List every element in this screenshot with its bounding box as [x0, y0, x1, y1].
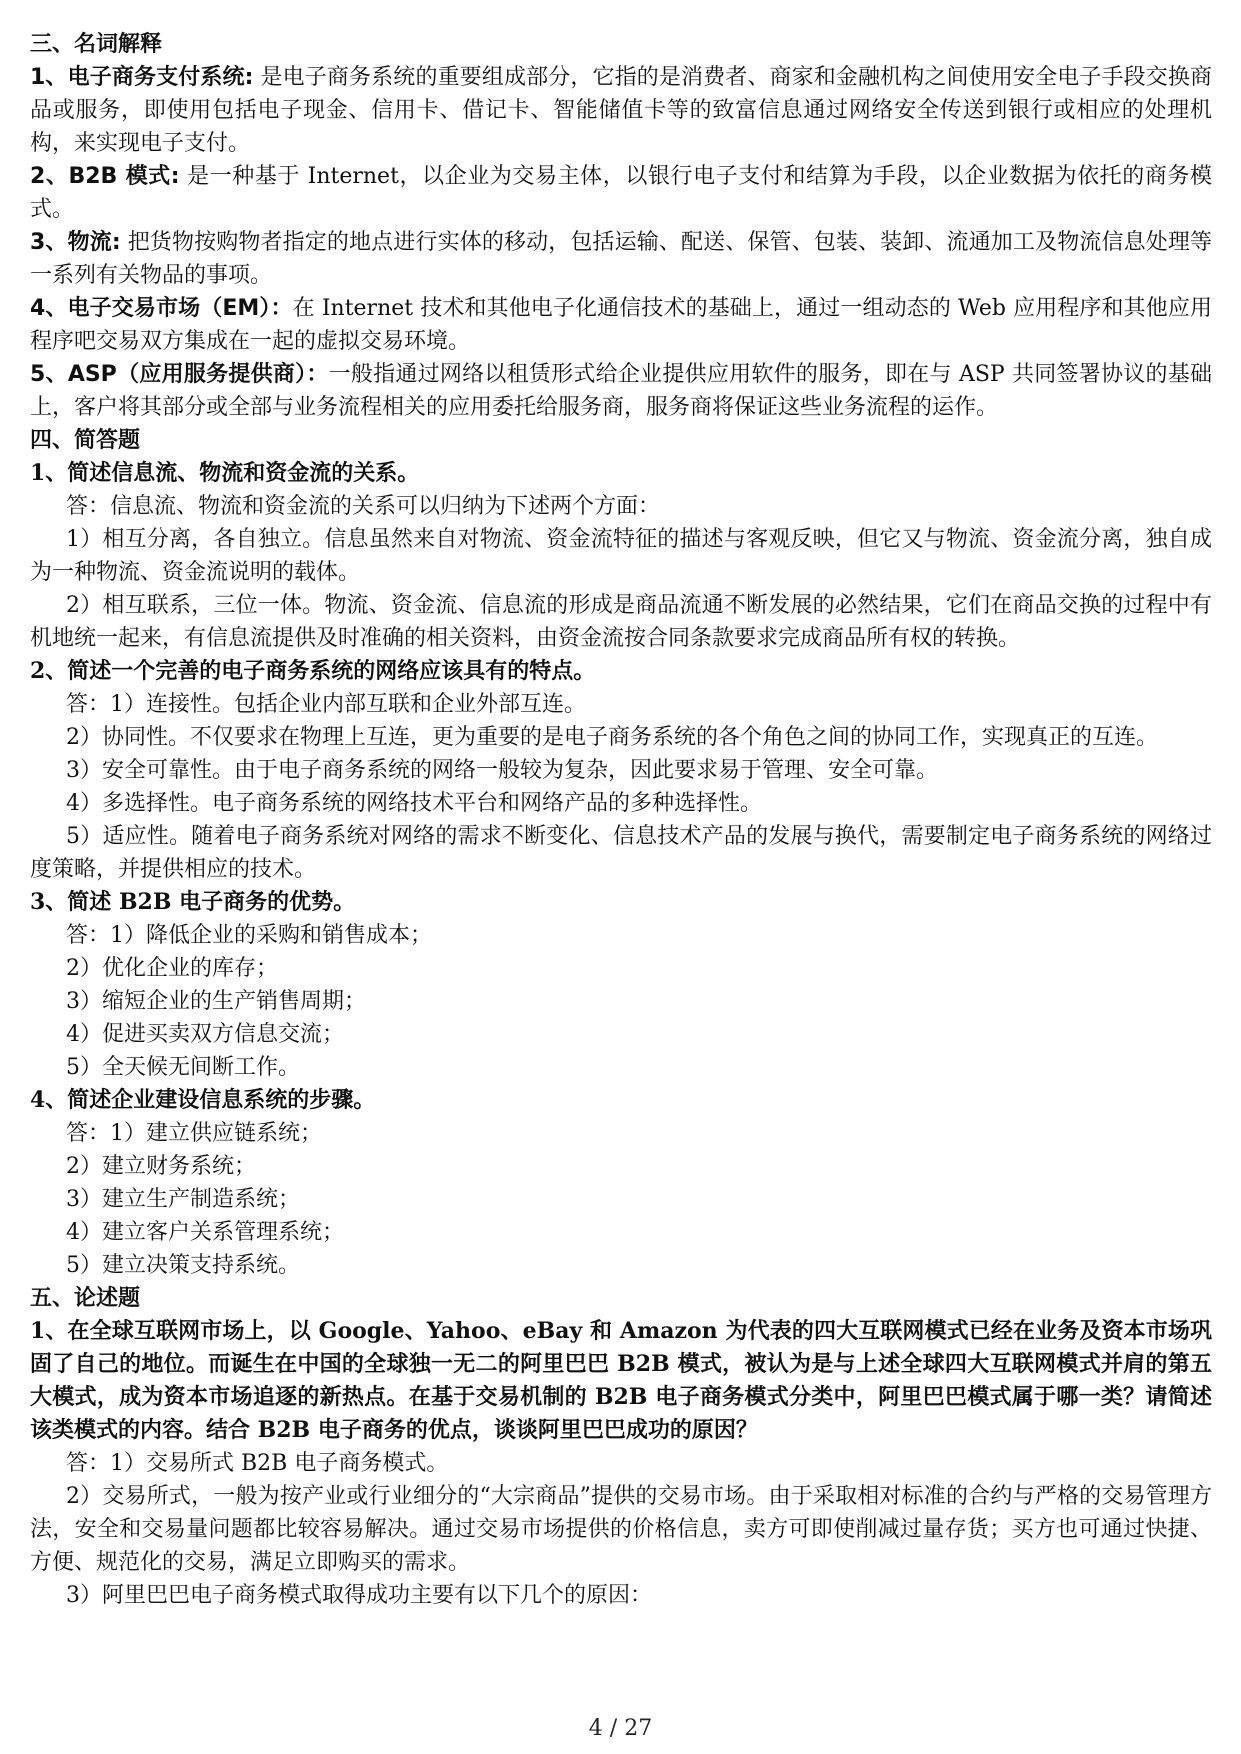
answer-line: 答：1）交易所式 B2B 电子商务模式。: [66, 1451, 449, 1476]
definition-text: 把货物按购物者指定的地点进行实体的移动，包括运输、配送、保管、包装、装卸、流通加工及物流信息处理等一系列有关物品的事项。: [30, 230, 1212, 288]
answer-line: 3）缩短企业的生产销售周期；: [66, 989, 366, 1014]
definition-4: [30, 292, 1212, 358]
answer-line: 3）安全可靠性。由于电子商务系统的网络一般较为复杂，因此要求易于管理、安全可靠。: [66, 758, 939, 783]
answer-line: 答：1）建立供应链系统；: [66, 1121, 322, 1146]
answer-line: 2）交易所式，一般为按产业或行业细分的“大宗商品”提供的交易市场。由于采取相对标准的合约与严格的交易管理方法，安全和交易量问题都比较容易解决。通过交易市场提供的价格信息，卖方可即使削减过量存货；买方也可通过快捷、方便、规范化的交易，满足立即购买的需求。: [30, 1484, 1212, 1575]
answer-line: 3）阿里巴巴电子商务模式取得成功主要有以下几个的原因：: [66, 1583, 652, 1608]
answer-line: 2）相互联系，三位一体。物流、资金流、信息流的形成是商品流通不断发展的必然结果，它们在商品交换的过程中有机地统一起来，有信息流提供及时准确的相关资料，由资金流按合同条款要求完成商品所有权的转换。: [30, 593, 1212, 651]
definition-text: 一般指通过网络以租赁形式给企业提供应用软件的服务，即在与 ASP 共同签署协议的基础上，客户将其部分或全部与业务流程相关的应用委托给服务商，服务商将保证这些业务流程的运作。: [30, 362, 1212, 420]
question-4-4: 4、简述企业建设信息系统的步骤。: [30, 1087, 376, 1113]
question-4-1: 1、简述信息流、物流和资金流的关系。: [30, 460, 420, 486]
definition-term: 1、电子商务支付系统:: [30, 65, 254, 90]
answer-line: 4）建立客户关系管理系统；: [66, 1220, 344, 1245]
answer-line: 4）促进买卖双方信息交流；: [66, 1022, 344, 1047]
answer-line: 4）多选择性。电子商务系统的网络技术平台和网络产品的多种选择性。: [66, 791, 762, 816]
answer-line: 1）相互分离，各自独立。信息虽然来自对物流、资金流特征的描述与客观反映，但它又与物流、资金流分离，独自成为一种物流、资金流说明的载体。: [30, 527, 1212, 585]
definition-2: [30, 160, 1212, 226]
question-4-2: 2、简述一个完善的电子商务系统的网络应该具有的特点。: [30, 658, 596, 684]
answer-line: 5）全天候无间断工作。: [66, 1055, 300, 1080]
answer-line: 答：1）连接性。包括企业内部互联和企业外部互连。: [66, 692, 586, 717]
definition-term: 5、ASP（应用服务提供商）：: [30, 362, 329, 387]
answer-line: 2）建立财务系统；: [66, 1154, 256, 1179]
section-heading-4: 四、简答题: [30, 428, 141, 453]
definition-term: 4、电子交易市场（EM）：: [30, 296, 293, 321]
page-number: 4 / 27: [588, 1716, 653, 1741]
definition-text: 是电子商务系统的重要组成部分，它指的是消费者、商家和金融机构之间使用安全电子手段交换商品或服务，即使用包括电子现金、信用卡、借记卡、智能储值卡等的致富信息通过网络安全传送到银行或相应的处理机构，来实现电子支付。: [30, 65, 1212, 156]
definition-5: [30, 358, 1212, 424]
section-heading-3: 三、名词解释: [30, 32, 163, 57]
definition-text: 是一种基于 Internet，以企业为交易主体，以银行电子支付和结算为手段，以企业数据为依托的商务模式。: [30, 164, 1212, 222]
answer-line: 2）协同性。不仅要求在物理上互连，更为重要的是电子商务系统的各个角色之间的协同工作，实现真正的互连。: [66, 725, 1159, 750]
definition-term: 2、B2B 模式:: [30, 164, 180, 189]
answer-line: 2）优化企业的库存；: [66, 956, 278, 981]
answer-line: 答：1）降低企业的采购和销售成本；: [66, 923, 432, 948]
answer-line: 5）适应性。随着电子商务系统对网络的需求不断变化、信息技术产品的发展与换代，需要制定电子商务系统的网络过度策略，并提供相应的技术。: [30, 824, 1212, 882]
question-4-3: 3、简述 B2B 电子商务的优势。: [30, 889, 356, 915]
section-heading-5: 五、论述题: [30, 1286, 141, 1311]
document-page: [30, 28, 1212, 1612]
definition-3: [30, 226, 1212, 292]
answer-line: 5）建立决策支持系统。: [66, 1253, 300, 1278]
definition-term: 3、物流:: [30, 230, 121, 255]
definition-1: [30, 61, 1212, 160]
answer-line: 答：信息流、物流和资金流的关系可以归纳为下述两个方面：: [66, 494, 661, 519]
answer-line: 3）建立生产制造系统；: [66, 1187, 300, 1212]
definition-text: 在 Internet 技术和其他电子化通信技术的基础上，通过一组动态的 Web 应用程序和其他应用程序吧交易双方集成在一起的虚拟交易环境。: [30, 296, 1212, 354]
question-5-1: 1、在全球互联网市场上，以 Google、Yahoo、eBay 和 Amazon 为代表的四大互联网模式已经在业务及资本市场巩固了自己的地位。而诞生在中国的全球独一无二的阿里巴巴 B2B 模式，被认为是与上述全球四大互联网模式并肩的第五大模式，成为资本市场追逐的新热点。在基于交易机制的 B2B 电子商务模式分类中，阿里巴巴模式属于哪一类？请简述该类模式的内容。结合 B2B 电子商务的优点，谈谈阿里巴巴成功的原因？: [30, 1318, 1212, 1443]
